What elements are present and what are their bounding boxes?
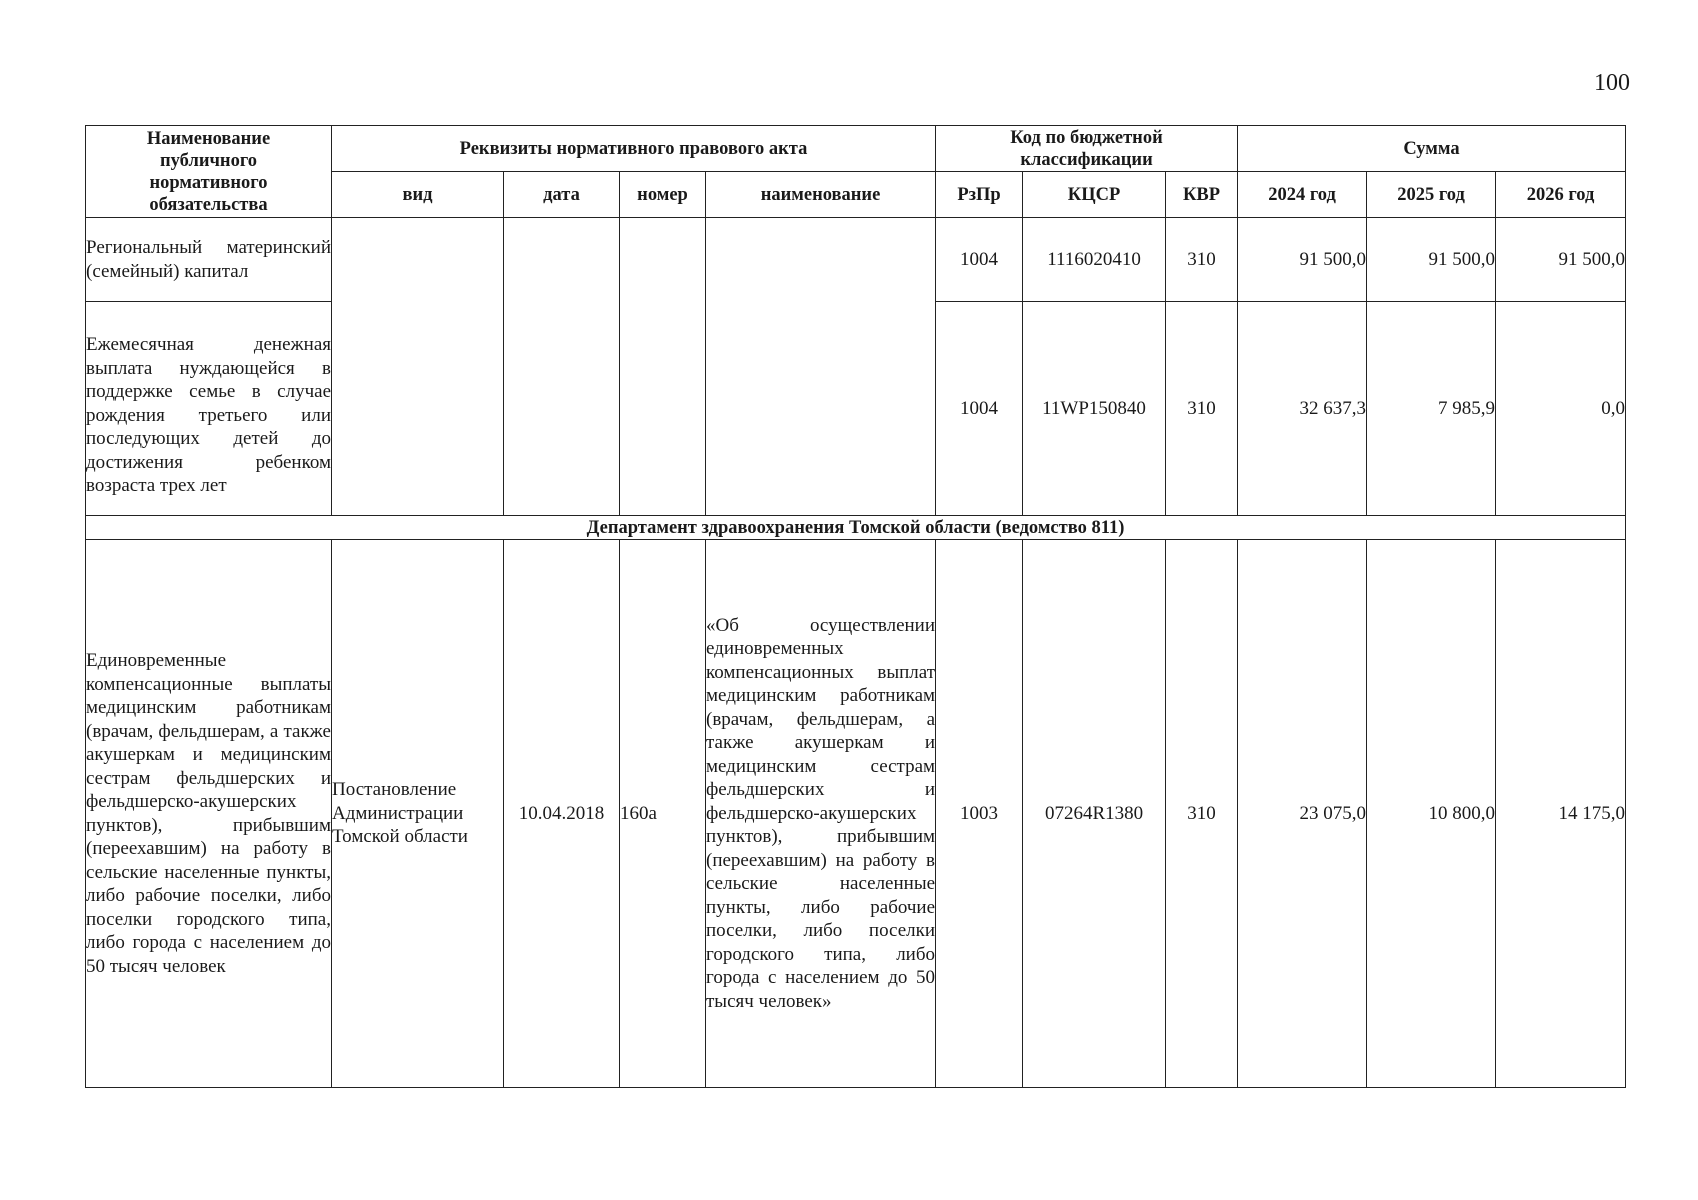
kvr-cell: 310 [1166,302,1238,516]
header-kvr: КВР [1166,172,1238,218]
kcsr-cell: 07264R1380 [1023,540,1166,1088]
header-vid: вид [332,172,504,218]
empty-vid-cell [332,218,504,516]
rzpr-cell: 1004 [936,302,1023,516]
header-number: номер [620,172,706,218]
page-number: 100 [1594,70,1630,96]
header-rzpr: РзПр [936,172,1023,218]
obligation-name: Единовременные компенсационные выплаты медицинским работникам (врачам, фельдшерам, а также акушеркам и медицинским сестрам фельдшерских и фельдшерско-акушерских пунктов), прибывшим (переехавшим) на работу в сельские населенные пункты, либо рабочие поселки, либо поселки городского типа, либо города с населением до 50 тысяч человек [86,540,332,1088]
table-row [86,218,1626,302]
kvr-cell: 310 [1166,540,1238,1088]
kcsr-cell: 1116020410 [1023,218,1166,302]
act-type: Постановление Администрации Томской области [332,540,504,1088]
amount-2024: 23 075,0 [1238,540,1367,1088]
amount-2024: 32 637,3 [1238,302,1367,516]
obligations-table [85,125,1626,1088]
rzpr-cell: 1003 [936,540,1023,1088]
header-2026: 2026 год [1496,172,1626,218]
amount-2026: 0,0 [1496,302,1626,516]
department-heading: Департамент здравоохранения Томской области (ведомство 811) [86,516,1626,540]
obligation-name: Ежемесячная денежная выплата нуждающейся в поддержке семье в случае рождения третьего или последующих детей до достижения ребенком возраста трех лет [86,302,332,516]
header-sum: Сумма [1238,126,1626,172]
act-number: 160а [620,540,706,1088]
empty-number-cell [620,218,706,516]
obligation-name: Региональный материнский (семейный) капитал [86,218,332,302]
header-obligation-name: Наименование публичного нормативного обязательства [86,126,332,218]
amount-2026: 91 500,0 [1496,218,1626,302]
amount-2025: 91 500,0 [1367,218,1496,302]
header-2025: 2025 год [1367,172,1496,218]
rzpr-cell: 1004 [936,218,1023,302]
department-row [86,516,1626,540]
header-kcsr: КЦСР [1023,172,1166,218]
header-title: наименование [706,172,936,218]
kcsr-cell: 11WP150840 [1023,302,1166,516]
header-budget-code: Код по бюджетной классификации [936,126,1238,172]
amount-2026: 14 175,0 [1496,540,1626,1088]
amount-2024: 91 500,0 [1238,218,1367,302]
header-act-requisites: Реквизиты нормативного правового акта [332,126,936,172]
kvr-cell: 310 [1166,218,1238,302]
table-row [86,540,1626,1088]
act-date: 10.04.2018 [504,540,620,1088]
empty-title-cell [706,218,936,516]
amount-2025: 7 985,9 [1367,302,1496,516]
empty-date-cell [504,218,620,516]
act-title: «Об осуществлении единовременных компенсационных выплат медицинским работникам (врачам, фельдшерам, а также акушеркам и медицинским сестрам фельдшерских и фельдшерско-акушерских пунктов), прибывшим (переехавшим) на работу в сельские населенные пункты, либо рабочие поселки, либо поселки городского типа, либо города с населением до 50 тысяч человек» [706,540,936,1088]
amount-2025: 10 800,0 [1367,540,1496,1088]
header-2024: 2024 год [1238,172,1367,218]
header-date: дата [504,172,620,218]
